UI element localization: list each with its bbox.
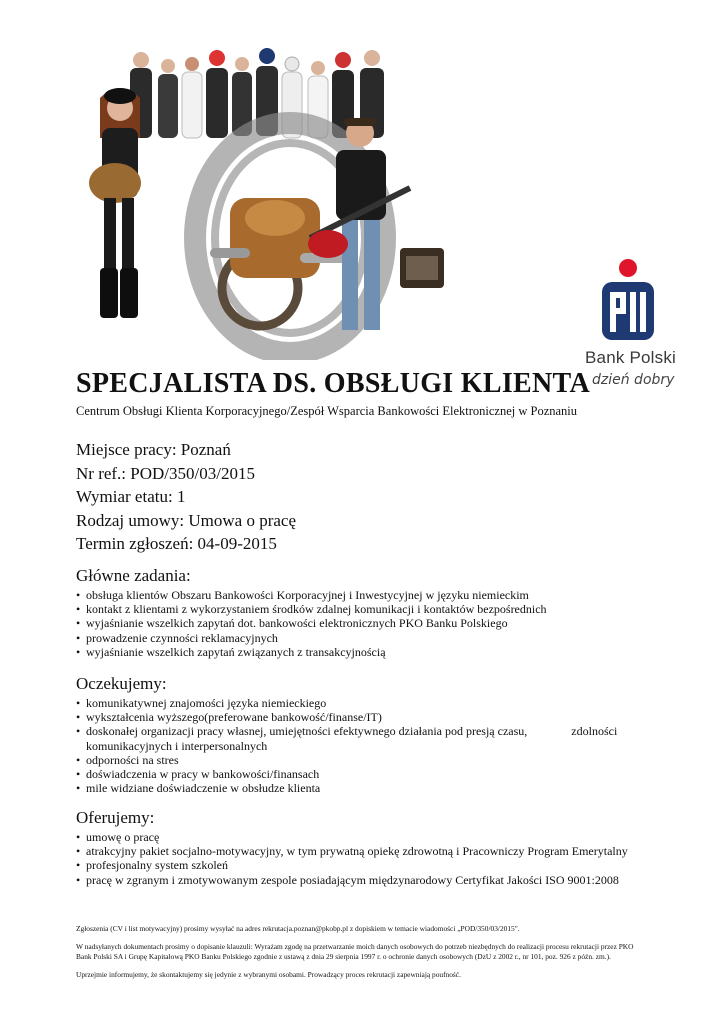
list-item: • atrakcyjny pakiet socjalno-motywacyjny, w tym prywatną opiekę zdrowotną i Pracowniczy Program Emerytalny (76, 844, 636, 858)
list-item: • profesjonalny system szkoleń (76, 858, 636, 872)
hero-illustration (60, 38, 500, 360)
list-item: • obsługa klientów Obszaru Bankowości Korporacyjnej i Inwestycyjnej w języku niemieckim (76, 588, 636, 602)
list-item: • prowadzenie czynności reklamacyjnych (76, 631, 636, 645)
offer-section (76, 808, 636, 887)
fact-reference: Nr ref.: POD/350/03/2015 (76, 463, 255, 483)
offer-heading: Oferujemy: (76, 808, 155, 827)
tasks-section (76, 566, 636, 659)
list-item: • umowę o pracę (76, 830, 636, 844)
logo-mark-icon (602, 282, 654, 340)
woman-with-saddle (89, 88, 141, 318)
job-department: Centrum Obsługi Klienta Korporacyjnego/Zespół Wsparcia Bankowości Elektronicznej w Poznaniu (76, 404, 578, 418)
list-item: • odporności na stres (76, 753, 636, 767)
expectations-section (76, 674, 636, 795)
job-facts (76, 438, 296, 556)
list-item-text: doskonałej organizacji pracy własnej, umiejętności efektywnego działania pod presją czasu, (86, 724, 528, 739)
fact-workload: Wymiar etatu: 1 (76, 487, 186, 506)
logo-red-dot-icon (619, 259, 637, 277)
list-item: • wyjaśnianie wszelkich zapytań dot. bankowości elektronicznych PKO Banku Polskiego (76, 616, 636, 630)
list-item-continuation: zdolności komunikacyjnych i interpersonalnych (86, 724, 618, 753)
footer-notes (76, 924, 642, 988)
motorcycle (210, 198, 350, 326)
job-title: SPECJALISTA DS. OBSŁUGI KLIENTA (76, 368, 590, 399)
tasks-list (76, 588, 636, 659)
list-item: • komunikatywnej znajomości języka niemieckiego (76, 696, 636, 710)
logo-brand-name: Bank Polski (585, 348, 677, 367)
application-instructions: Zgłoszenia (CV i list motywacyjny) prosimy wysyłać na adres rekrutacja.poznan@pkobp.pl z dopiskiem w temacie wiadomości „POD/350/03/2015". (76, 924, 520, 933)
list-item: • wykształcenia wyższego(preferowane bankowość/finanse/IT) (76, 710, 636, 724)
guitarist (308, 118, 444, 330)
data-consent-clause: W nadsyłanych dokumentach prosimy o dopisanie klauzuli: Wyrażam zgodę na przetwarzanie moich danych osobowych do potrzeb niezbędnych do realizacji procesu rekrutacji przez PKO Bank Polski SA i Grupę Kapitałową PKO Banku Polskiego zgodnie z ustawą z dnia 29 sierpnia 1997 r. o ochronie danych osobowych (DzU z 2002 r., nr 101, poz. 926 z późn. zm.). (76, 942, 634, 961)
fact-location: Miejsce pracy: Poznań (76, 440, 231, 459)
list-item: • pracę w zgranym i zmotywowanym zespole posiadającym międzynarodowy Certyfikat Jakości ISO 9001:2008 (76, 873, 636, 887)
list-item: • mile widziane doświadczenie w obsłudze klienta (76, 781, 636, 795)
expectations-list (76, 696, 636, 795)
fact-deadline: Termin zgłoszeń: 04-09-2015 (76, 534, 277, 553)
contact-notice: Uprzejmie informujemy, że skontaktujemy się jedynie z wybranymi osobami. Prowadzący proces rekrutacji zapewniają poufność. (76, 970, 461, 979)
logo-tagline: dzień dobry (592, 372, 675, 388)
list-item: • kontakt z klientami z wykorzystaniem środków zdalnej komunikacji i kontaktów bezpośrednich (76, 602, 636, 616)
fact-contract-type: Rodzaj umowy: Umowa o pracę (76, 510, 296, 530)
list-item: • doświadczenia w pracy w bankowości/finansach (76, 767, 636, 781)
list-item: • wyjaśnianie wszelkich zapytań związanych z transakcyjnością (76, 645, 636, 659)
expectations-heading: Oczekujemy: (76, 674, 167, 693)
offer-list (76, 830, 636, 887)
list-item (76, 724, 636, 752)
tasks-heading: Główne zadania: (76, 566, 191, 585)
